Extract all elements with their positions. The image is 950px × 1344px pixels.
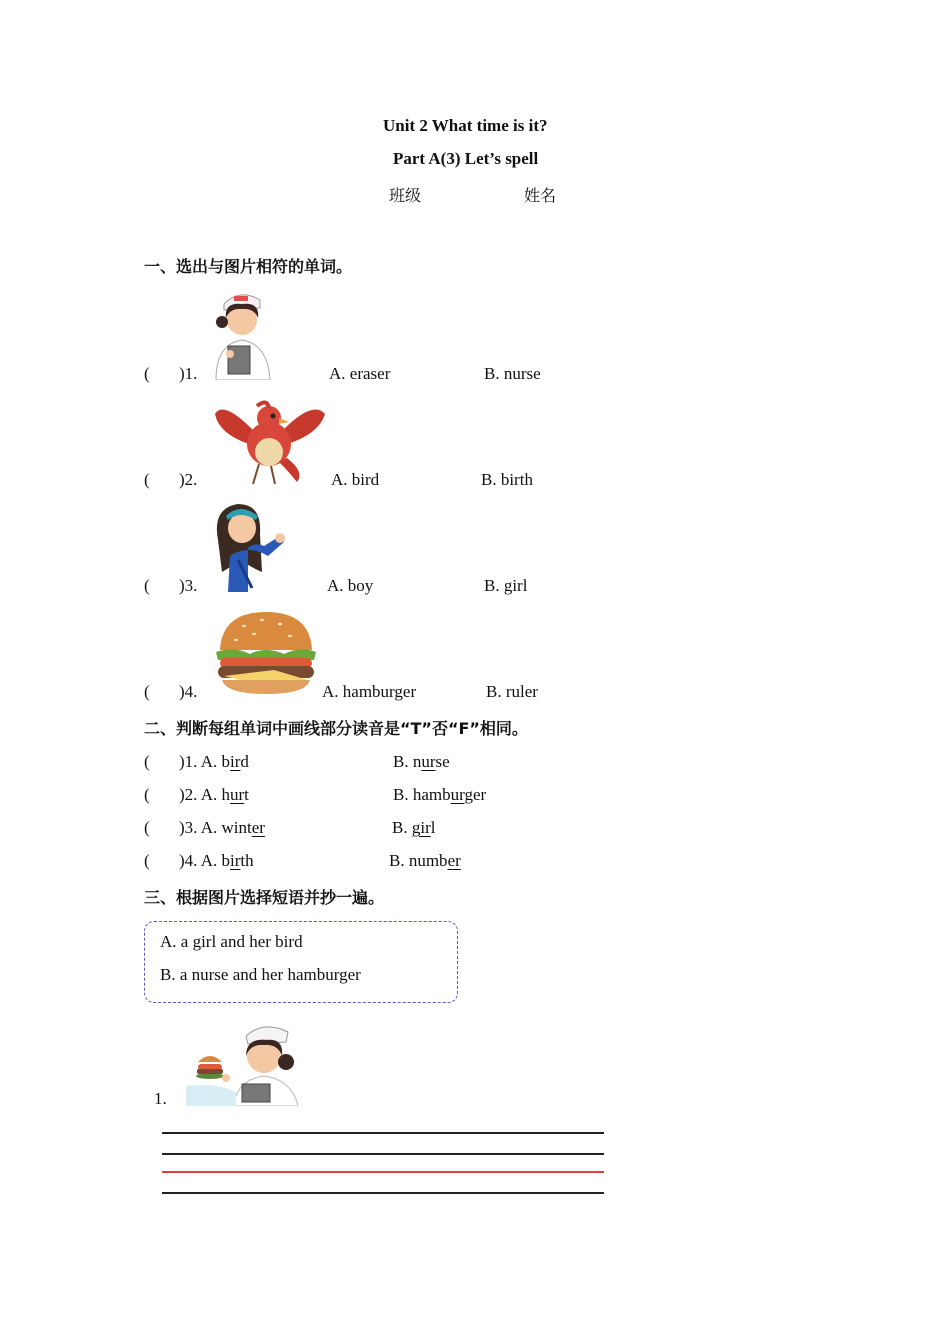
class-label: 班级	[389, 186, 422, 205]
writing-line	[162, 1153, 604, 1155]
answer-paren: (	[144, 364, 150, 383]
girl-picture	[208, 500, 288, 592]
option-b: B. ruler	[486, 682, 538, 701]
option-a: A. hamburger	[322, 682, 417, 701]
option-a-word: )2. A. hurt	[179, 785, 249, 804]
answer-paren: (	[144, 576, 150, 595]
question-number: )1.	[179, 364, 198, 383]
answer-paren: (	[144, 470, 150, 489]
nurse-picture	[210, 288, 276, 380]
option-b-word: B. girl	[392, 818, 436, 837]
option-a: A. bird	[331, 470, 380, 489]
writing-line-baseline	[162, 1171, 604, 1173]
answer-paren: (	[144, 752, 150, 771]
option-b: B. girl	[484, 576, 528, 595]
bird-picture	[213, 400, 327, 486]
option-b-word: B. hamburger	[393, 785, 487, 804]
section2-heading: 二、判断每组单词中画线部分读音是“T”否“F”相同。	[144, 719, 528, 738]
option-b-word: B. nurse	[393, 752, 450, 771]
option-a-word: )4. A. birth	[179, 851, 254, 870]
option-b-word: B. number	[389, 851, 461, 870]
option-a: A. boy	[327, 576, 374, 595]
hamburger-picture	[214, 610, 318, 696]
name-label: 姓名	[524, 186, 557, 205]
section1-heading: 一、选出与图片相符的单词。	[144, 257, 353, 276]
answer-paren: (	[144, 818, 150, 837]
phrase-option-b: B. a nurse and her hamburger	[160, 965, 361, 984]
answer-paren: (	[144, 785, 150, 804]
writing-line-top	[162, 1132, 604, 1134]
answer-paren: (	[144, 682, 150, 701]
section3-heading: 三、根据图片选择短语并抄一遍。	[144, 888, 385, 907]
question-number: )4.	[179, 682, 198, 701]
option-a-word: )3. A. winter	[179, 818, 265, 837]
option-b: B. birth	[481, 470, 533, 489]
option-a-word: )1. A. bird	[179, 752, 249, 771]
worksheet-subtitle: Part A(3) Let’s spell	[393, 149, 539, 168]
option-a: A. eraser	[329, 364, 391, 383]
phrase-option-a: A. a girl and her bird	[160, 932, 303, 951]
answer-paren: (	[144, 851, 150, 870]
writing-line-bottom	[162, 1192, 604, 1194]
nurse-hamburger-picture	[186, 1022, 302, 1106]
worksheet-title: Unit 2 What time is it?	[383, 116, 548, 135]
copy-question-number: 1.	[154, 1089, 167, 1108]
option-b: B. nurse	[484, 364, 541, 383]
question-number: )2.	[179, 470, 198, 489]
question-number: )3.	[179, 576, 198, 595]
